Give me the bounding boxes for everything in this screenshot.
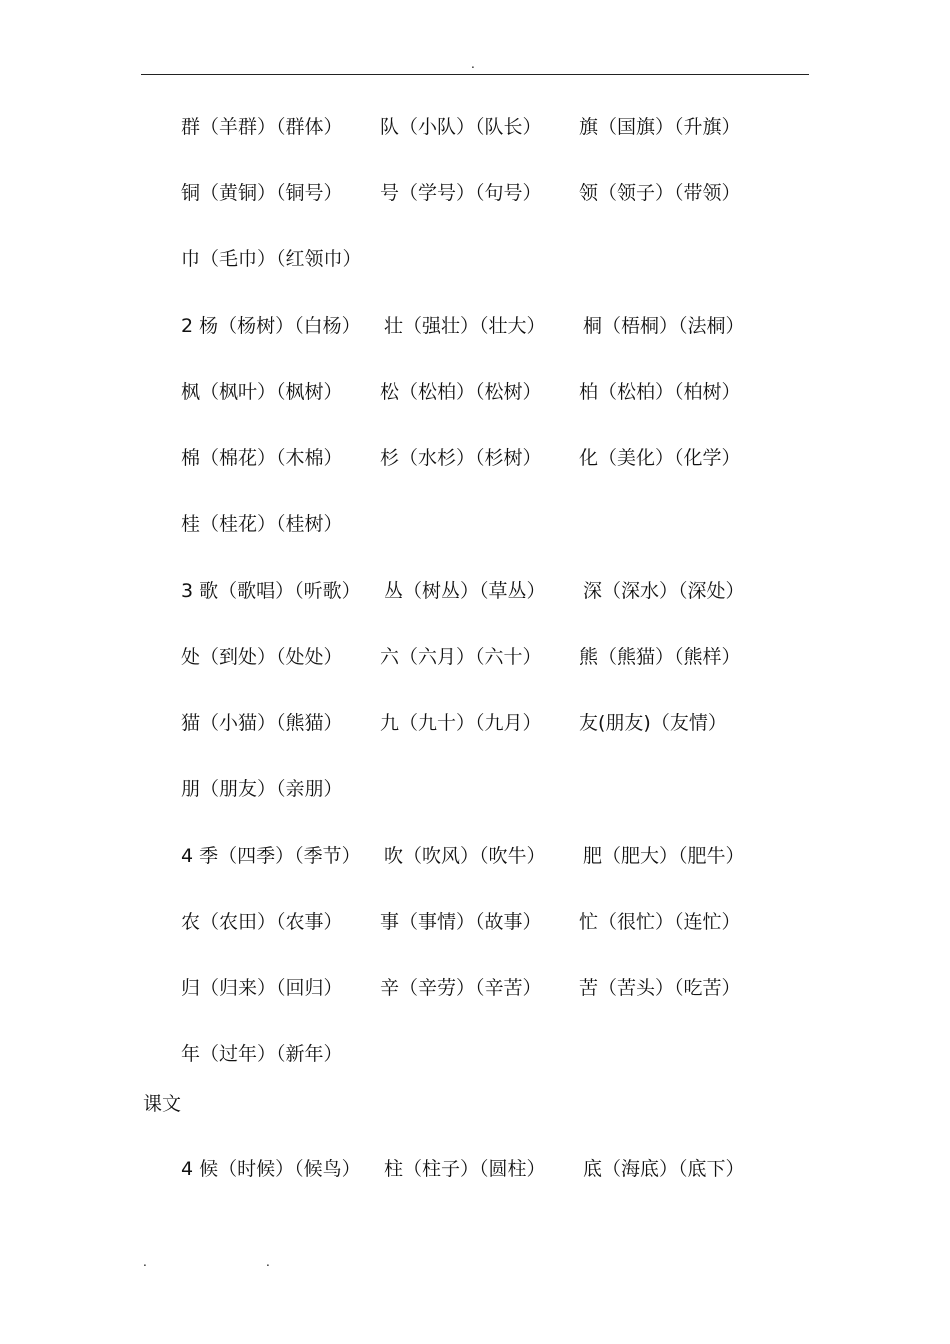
word-entry: 朋（朋友）（亲朋） bbox=[181, 778, 343, 800]
word-entry: 年（过年）（新年） bbox=[181, 1043, 343, 1065]
word-entry: 丛（树丛）（草丛） bbox=[384, 580, 546, 602]
word-entry: 桂（桂花）（桂树） bbox=[181, 513, 343, 535]
word-entry: 壮（强壮）（壮大） bbox=[384, 315, 546, 337]
word-entry: 铜（黄铜）（铜号） bbox=[181, 182, 343, 204]
word-entry: 忙（很忙）（连忙） bbox=[579, 911, 741, 933]
word-entry: 归（归来）（回归） bbox=[181, 977, 343, 999]
word-entry: 旗（国旗）（升旗） bbox=[579, 116, 741, 138]
header-dot: . bbox=[471, 57, 475, 71]
word-entry: 4 候（时候）（候鸟） bbox=[181, 1158, 361, 1180]
word-entry: 九（九十）（九月） bbox=[380, 712, 542, 734]
word-entry: 4 季（四季）（季节） bbox=[181, 845, 361, 867]
word-entry: 号（学号）（句号） bbox=[380, 182, 542, 204]
word-entry: 领（领子）（带领） bbox=[579, 182, 741, 204]
word-entry: 处（到处）（处处） bbox=[181, 646, 343, 668]
word-entry: 队（小队）（队长） bbox=[380, 116, 542, 138]
word-entry: 友(朋友)（友情） bbox=[579, 712, 727, 734]
word-entry: 肥（肥大）（肥牛） bbox=[583, 845, 745, 867]
word-entry: 吹（吹风）（吹牛） bbox=[384, 845, 546, 867]
word-entry: 农（农田）（农事） bbox=[181, 911, 343, 933]
footer-right-dot: . bbox=[266, 1255, 270, 1269]
header-rule bbox=[141, 74, 809, 75]
word-entry: 六（六月）（六十） bbox=[380, 646, 542, 668]
word-entry: 辛（辛劳）（辛苦） bbox=[380, 977, 542, 999]
section-label: 课文 bbox=[143, 1093, 182, 1115]
word-entry: 熊（熊猫）（熊样） bbox=[579, 646, 741, 668]
word-entry: 群（羊群）（群体） bbox=[181, 116, 343, 138]
word-entry: 2 杨（杨树）（白杨） bbox=[181, 315, 361, 337]
word-entry: 猫（小猫）（熊猫） bbox=[181, 712, 343, 734]
word-entry: 化（美化）（化学） bbox=[579, 447, 741, 469]
word-entry: 柱（柱子）（圆柱） bbox=[384, 1158, 546, 1180]
word-entry: 深（深水）（深处） bbox=[583, 580, 745, 602]
word-entry: 棉（棉花）（木棉） bbox=[181, 447, 343, 469]
word-entry: 柏（松柏）（柏树） bbox=[579, 381, 741, 403]
word-entry: 杉（水杉）（杉树） bbox=[380, 447, 542, 469]
footer-left-dot: . bbox=[143, 1255, 147, 1269]
word-entry: 3 歌（歌唱）（听歌） bbox=[181, 580, 361, 602]
word-entry: 苦（苦头）（吃苦） bbox=[579, 977, 741, 999]
word-entry: 底（海底）（底下） bbox=[583, 1158, 745, 1180]
word-entry: 桐（梧桐）（法桐） bbox=[583, 315, 745, 337]
word-entry: 事（事情）（故事） bbox=[380, 911, 542, 933]
word-entry: 松（松柏）（松树） bbox=[380, 381, 542, 403]
word-entry: 枫（枫叶）（枫树） bbox=[181, 381, 343, 403]
word-entry: 巾（毛巾）（红领巾） bbox=[181, 248, 362, 270]
